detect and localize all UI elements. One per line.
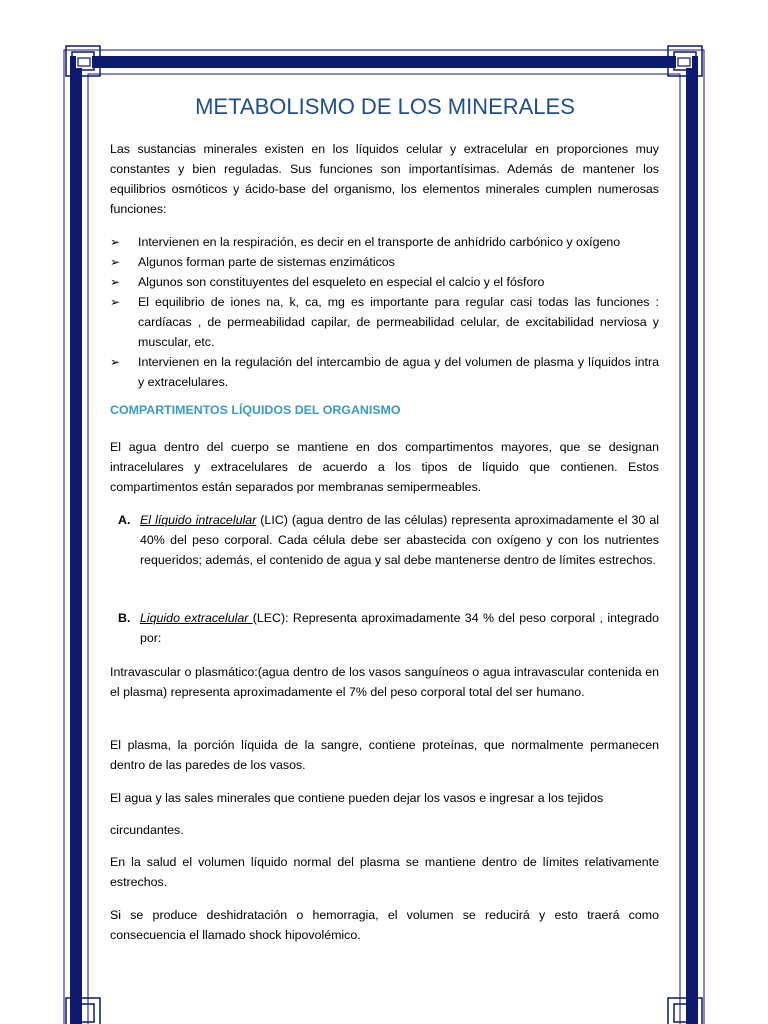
- list-item: ➢ Algunos forman parte de sistemas enzimáticos: [110, 252, 659, 272]
- item-term: Liquido extracelular: [140, 611, 253, 625]
- arrow-bullet-icon: ➢: [110, 275, 121, 289]
- ordered-item-b: [118, 608, 659, 648]
- body-paragraph: El plasma, la porción líquida de la sangre, contiene proteínas, que normalmente permanecen dentro de las paredes de los vasos.: [110, 738, 659, 772]
- body-paragraph: El agua y las sales minerales que contiene pueden dejar los vasos e ingresar a los tejidos: [110, 791, 604, 805]
- item-term: El líquido intracelular: [140, 513, 257, 527]
- list-item: ➢ Intervienen en la respiración, es decir en el transporte de anhídrido carbónico y oxígeno: [110, 232, 659, 252]
- body-paragraph: Intravascular o plasmático:(agua dentro de los vasos sanguíneos o agua intravascular contenida en el plasma) representa aproximadamente el 7% del peso corporal total del ser humano.: [110, 665, 659, 699]
- arrow-bullet-icon: ➢: [110, 295, 121, 309]
- list-item: ➢ Algunos son constituyentes del esqueleto en especial el calcio y el fósforo: [110, 272, 659, 292]
- body-paragraph: circundantes.: [110, 823, 184, 837]
- body-paragraph: Si se produce deshidratación o hemorragia, el volumen se reducirá y esto traerá como consecuencia el llamado shock hipovolémico.: [110, 908, 659, 942]
- item-text: El líquido intracelular (LIC) (agua dentro de las células) representa aproximadamente el 30 al 40% del peso corporal. Cada célula debe ser abastecida con oxígeno y con los nutrientes requeridos; además, el contenido de agua y sal debe mantenerse dentro de límites estrechos.: [140, 513, 659, 567]
- ordered-item-a: [118, 510, 659, 570]
- body-paragraph: En la salud el volumen líquido normal del plasma se mantiene dentro de límites relativamente estrechos.: [110, 855, 659, 889]
- intro-paragraph: Las sustancias minerales existen en los líquidos celular y extracelular en proporciones muy constantes y bien reguladas. Sus funciones son importantísimas. Además de mantener los equilibrios osmóticos y ácido-base del organismo, los elementos minerales cumplen numerosas funciones:: [110, 142, 659, 216]
- section-intro-paragraph: El agua dentro del cuerpo se mantiene en dos compartimentos mayores, que se designan intracelulares y extracelulares de acuerdo a los tipos de líquido que contienen. Estos compartimentos están separados por membranas semipermeables.: [110, 440, 659, 494]
- functions-list: [110, 232, 659, 392]
- document-title: METABOLISMO DE LOS MINERALES: [195, 94, 575, 119]
- arrow-bullet-icon: ➢: [110, 355, 121, 369]
- arrow-bullet-icon: ➢: [110, 235, 121, 249]
- item-label: B.: [118, 611, 131, 625]
- arrow-bullet-icon: ➢: [110, 255, 121, 269]
- item-text: Liquido extracelular (LEC): Representa aproximadamente 34 % del peso corporal , integrado por:: [140, 611, 659, 645]
- list-item: ➢ El equilibrio de iones na, k, ca, mg es importante para regular casi todas las funciones : cardíacas , de permeabilidad capilar, de permeabilidad celular, de excitabilidad nerviosa y muscular, etc.: [110, 292, 659, 352]
- list-item: ➢ Intervienen en la regulación del intercambio de agua y del volumen de plasma y líquidos intra y extracelulares.: [110, 352, 659, 392]
- section-heading: COMPARTIMENTOS LÍQUIDOS DEL ORGANISMO: [110, 403, 401, 417]
- item-label: A.: [118, 513, 131, 527]
